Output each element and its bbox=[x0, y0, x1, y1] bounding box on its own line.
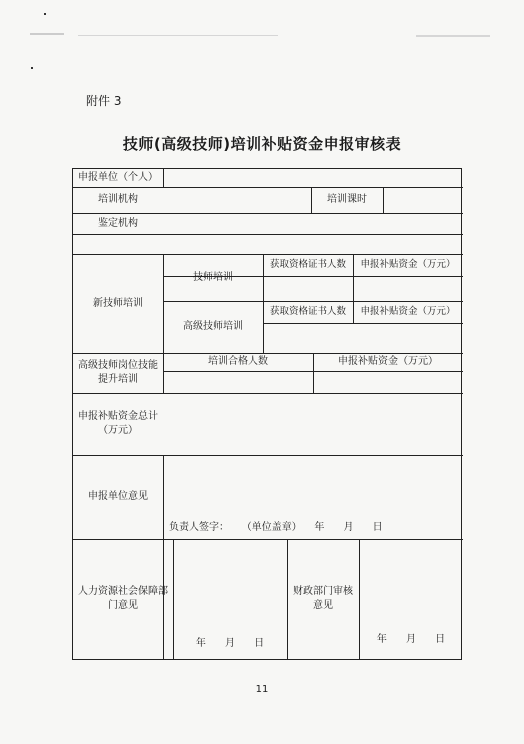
signature-line: 负责人签字： （单位盖章） 年 月 日 bbox=[169, 522, 383, 533]
technician-training-label: 技师培训 bbox=[193, 271, 233, 283]
page-number: 11 bbox=[255, 684, 269, 695]
subsidy-total-label: 申报补贴资金总计（万元） bbox=[78, 411, 158, 436]
form-title: 技师(高级技师)培训补贴资金申报审核表 bbox=[122, 135, 402, 153]
audit-table bbox=[72, 168, 462, 660]
scan-mark bbox=[416, 35, 490, 37]
scan-speck bbox=[44, 13, 46, 15]
subsidy-amount-label-3: 申报补贴资金（万元） bbox=[338, 356, 438, 367]
senior-technician-training-label: 高级技师培训 bbox=[183, 321, 243, 332]
scan-mark bbox=[78, 35, 278, 36]
hr-opinion-label: 人力资源社会保障部门意见 bbox=[78, 586, 168, 611]
appraisal-org-label: 鉴定机构 bbox=[98, 217, 138, 229]
subsidy-amount-label: 申报补贴资金（万元） bbox=[360, 259, 456, 270]
left-date: 年 月 日 bbox=[195, 638, 265, 649]
scan-speck bbox=[31, 67, 33, 69]
new-tech-training-label: 新技师培训 bbox=[93, 297, 143, 309]
applicant-label: 申报单位（个人） bbox=[78, 172, 158, 183]
senior-post-training-label: 高级技师岗位技能提升培训 bbox=[78, 360, 158, 385]
applicant-opinion-label: 申报单位意见 bbox=[88, 491, 148, 502]
cert-count-label-2: 获取资格证书人数 bbox=[269, 306, 346, 317]
cert-count-label: 获取资格证书人数 bbox=[269, 259, 346, 270]
training-org-label: 培训机构 bbox=[98, 194, 138, 205]
qualified-count-label: 培训合格人数 bbox=[208, 356, 268, 367]
subsidy-amount-label-2: 申报补贴资金（万元） bbox=[360, 306, 456, 317]
right-date: 年 月 日 bbox=[376, 634, 446, 645]
training-hours-label: 培训课时 bbox=[327, 194, 367, 205]
attachment-label: 附件 3 bbox=[86, 94, 122, 108]
scan-mark bbox=[30, 33, 64, 35]
finance-opinion-label: 财政部门审核意见 bbox=[293, 586, 353, 611]
